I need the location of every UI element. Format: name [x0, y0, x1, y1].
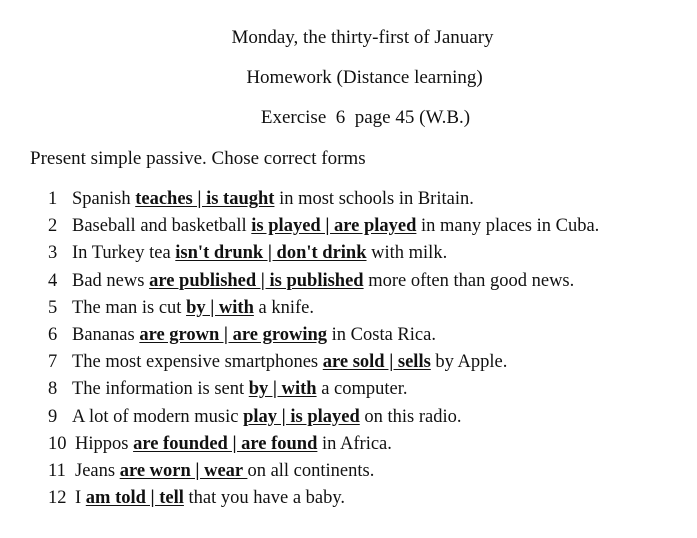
item-text-before: I: [75, 488, 86, 509]
answer-choices: is played | are played: [251, 216, 417, 237]
exercise-item: [48, 460, 599, 487]
item-number: 12: [48, 488, 67, 509]
item-number: 4: [48, 270, 58, 291]
item-number: 6: [48, 324, 58, 345]
exercise-item: [48, 297, 599, 324]
answer-choices: am told | tell: [85, 488, 184, 509]
item-text-before: Hippos: [75, 433, 134, 454]
item-number: 11: [48, 460, 66, 481]
item-text-after: in Costa Rica.: [327, 324, 436, 345]
exercise-item: [48, 242, 599, 269]
item-text-before: Spanish: [72, 189, 136, 209]
item-text-after: a knife.: [253, 297, 314, 318]
exercise-item: [48, 188, 599, 215]
homework-heading: Homework (Distance learning): [246, 67, 483, 88]
item-text-after: in many places in Cuba.: [416, 216, 600, 237]
answer-choices: teaches | is taught: [135, 189, 275, 209]
item-number: 3: [48, 243, 58, 264]
answer-choices: are founded | are found: [133, 433, 318, 454]
item-number: 9: [48, 406, 58, 427]
item-text-before: A lot of modern music: [72, 406, 244, 427]
item-text-before: In Turkey tea: [72, 243, 176, 264]
answer-choices: by | with: [186, 297, 254, 318]
answer-choices: isn't drunk | don't drink: [175, 243, 367, 264]
item-number: 8: [48, 379, 58, 400]
exercise-item: [48, 433, 599, 460]
exercise-list: [48, 188, 599, 514]
item-text-before: The man is cut: [72, 297, 187, 318]
item-text-after: in Africa.: [317, 433, 392, 454]
item-number: 10: [48, 433, 67, 454]
exercise-item: [48, 215, 599, 242]
answer-choices: are worn | wear: [119, 460, 248, 481]
item-text-after: with milk.: [366, 243, 448, 264]
item-text-after: more often than good news.: [363, 270, 575, 291]
item-text-before: Bad news: [72, 270, 150, 291]
item-number: 1: [48, 189, 58, 209]
exercise-item: [48, 406, 599, 433]
exercise-heading: Exercise 6 page 45 (W.B.): [260, 107, 471, 128]
item-text-before: The most expensive smartphones: [72, 352, 323, 373]
item-text-after: a computer.: [316, 379, 408, 400]
item-text-before: Jeans: [75, 460, 120, 481]
answer-choices: by | with: [248, 379, 317, 400]
exercise-item: [48, 351, 599, 378]
item-text-before: Baseball and basketball: [72, 216, 252, 237]
item-text-after: on this radio.: [359, 406, 462, 427]
exercise-instruction: Present simple passive. Chose correct forms: [30, 148, 366, 169]
item-text-before: The information is sent: [72, 379, 249, 400]
date-heading: Monday, the thirty-first of January: [231, 27, 494, 48]
item-number: 2: [48, 216, 58, 237]
item-text-after: that you have a baby.: [183, 488, 346, 509]
answer-choices: are sold | sells: [322, 352, 431, 373]
item-text-after: on all continents.: [247, 460, 375, 481]
exercise-item: [48, 270, 599, 297]
item-number: 7: [48, 352, 58, 373]
item-text-after: in most schools in Britain.: [274, 189, 474, 209]
answer-choices: are grown | are growing: [139, 324, 328, 345]
answer-choices: play | is played: [243, 406, 360, 427]
item-number: 5: [48, 297, 58, 318]
exercise-item: [48, 378, 599, 405]
item-text-before: Bananas: [72, 324, 140, 345]
item-text-after: by Apple.: [430, 352, 508, 373]
exercise-item: [48, 487, 599, 514]
exercise-item: [48, 324, 599, 351]
answer-choices: are published | is published: [149, 270, 364, 291]
